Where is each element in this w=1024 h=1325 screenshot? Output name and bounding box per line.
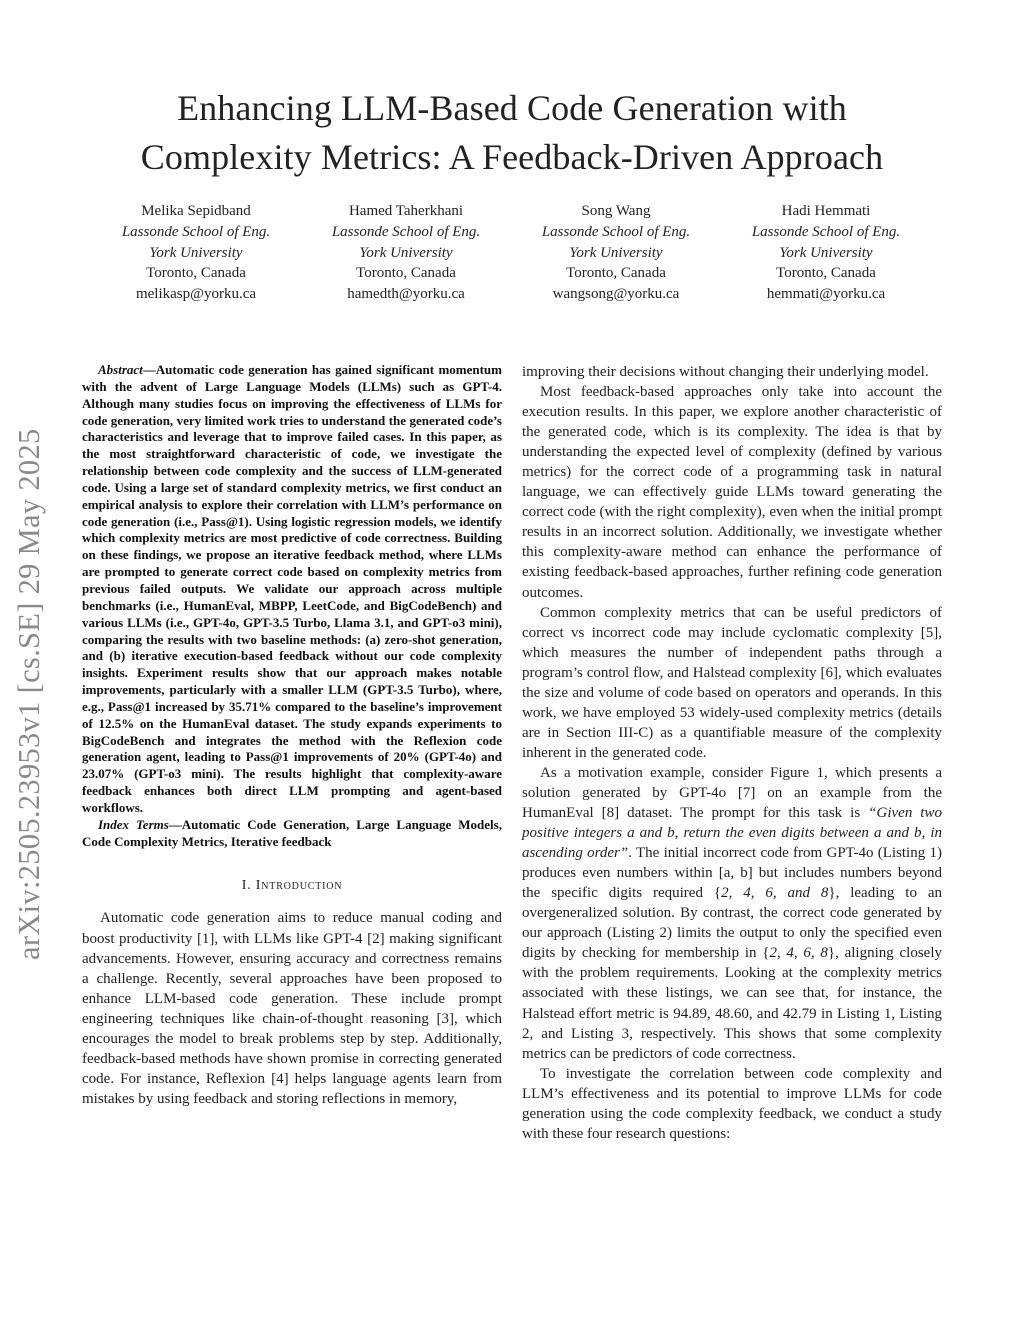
author-location: Toronto, Canada bbox=[776, 265, 876, 282]
author-email: hemmati@yorku.ca bbox=[766, 286, 886, 303]
author-name: Hadi Hemmati bbox=[781, 203, 871, 219]
paragraph-motivation-example bbox=[522, 763, 942, 1064]
author-affiliation: Lassonde School of Eng. bbox=[121, 223, 271, 240]
author-university: York University bbox=[779, 244, 873, 261]
left-column bbox=[82, 362, 502, 1109]
title-line-2: Complexity Metrics: A Feedback-Driven Approach bbox=[140, 137, 884, 177]
author-location: Toronto, Canada bbox=[566, 265, 666, 282]
author-university: York University bbox=[569, 244, 663, 261]
author-email: melikasp@yorku.ca bbox=[135, 286, 257, 303]
right-column bbox=[522, 362, 942, 1144]
intro-paragraph: Automatic code generation aims to reduce manual coding and boost productivity [1], with LLMs like GPT-4 [2] making significant advancements. However, ensuring accuracy and correctness remains a challenge. Recently, several approaches have been proposed to enhance LLM-based code generation. These include prompt engineering techniques like chain-of-thought reasoning [3], which encourages the model to break problems step by step. Additionally, feedback-based methods have shown promise in correcting generated code. For instance, Reflexion [4] helps language agents learn from mistakes by using feedback and storing reflections in memory, bbox=[82, 910, 502, 1107]
digit-set: 2, 4, 6, and 8 bbox=[721, 885, 829, 902]
author-location: Toronto, Canada bbox=[146, 265, 246, 282]
author-4 bbox=[726, 201, 926, 305]
author-university: York University bbox=[359, 244, 453, 261]
author-affiliation: Lassonde School of Eng. bbox=[331, 223, 481, 240]
text-fragment: }, leading to an overgeneralized solution. By contrast, the correct code generated by our approach (Listing 2) limits the output to only the specified even digits by checking for membership in { bbox=[522, 885, 942, 962]
prompt-quote: “Given two positive integers a and b, return the even digits between a and b, in ascending order” bbox=[522, 805, 942, 862]
digit-set: 2, 4, 6, 8 bbox=[769, 945, 828, 962]
author-location: Toronto, Canada bbox=[356, 265, 456, 282]
section-heading bbox=[82, 878, 502, 894]
paragraph-feedback-approaches: Most feedback-based approaches only take into account the execution results. In this paper, we explore another characteristic of the generated code, which is its complexity. The idea is that by understanding the expected level of complexity (defined by various metrics) for the correct code of a programming task in natural language, we can effectively guide LLMs toward generating the correct code (with the right complexity), even when the initial prompt results in an incorrect solution. Additionally, we investigate whether this complexity-aware method can enhance the performance of existing feedback-based approaches, further refining code generation outcomes. bbox=[522, 384, 942, 601]
title-line-1: Enhancing LLM-Based Code Generation with bbox=[177, 88, 847, 128]
author-name: Hamed Taherkhani bbox=[348, 203, 464, 219]
abstract-label: Abstract bbox=[98, 362, 143, 377]
author-name: Song Wang bbox=[581, 203, 651, 219]
author-affiliation: Lassonde School of Eng. bbox=[751, 223, 901, 240]
text-fragment: }, aligning closely with the problem requirements. Looking at the complexity metrics associated with these listings, we can see that, for instance, the Halstead effort metric is 94.89, 48.60, and 42.79 in Listing 1, Listing 2, and Listing 3, respectively. This shows that some complexity metrics can be predictors of code correctness. bbox=[522, 945, 942, 1062]
text-fragment: As a motivation example, consider Figure 1, which presents a solution generated by GPT-4o [7] on an example from the HumanEval [8] dataset. The prompt for this task is bbox=[522, 764, 942, 822]
author-2 bbox=[306, 201, 506, 305]
author-email: hamedth@yorku.ca bbox=[347, 286, 465, 303]
section-title: Introduction bbox=[255, 878, 343, 894]
paper-title bbox=[0, 84, 1024, 182]
text-fragment: . The initial incorrect code from GPT-4o (Listing 1) produces even numbers within [a, b] but includes numbers beyond the specific digits required { bbox=[522, 845, 942, 902]
index-terms-label: Index Terms bbox=[98, 816, 169, 832]
author-block bbox=[96, 201, 926, 305]
index-terms-text: —Automatic Code Generation, Large Language Models, Code Complexity Metrics, Iterative feedback bbox=[82, 816, 502, 849]
paragraph-complexity-metrics: Common complexity metrics that can be useful predictors of correct vs incorrect code may include cyclomatic complexity [5], which measures the number of independent paths through a program’s control flow, and Halstead complexity [6], which evaluates the size and volume of code based on operators and operands. In this work, we have employed 53 widely-used complexity metrics (details are in Section III-C) as a quantifiable measure of the complexity inherent in the generated code. bbox=[522, 604, 942, 761]
arxiv-stamp: arXiv:2505.23953v1 [cs.SE] 29 May 2025 bbox=[12, 428, 46, 960]
author-3 bbox=[516, 201, 716, 305]
section-number: I. bbox=[241, 878, 252, 894]
author-name: Melika Sepidband bbox=[141, 203, 251, 219]
author-email: wangsong@yorku.ca bbox=[552, 286, 680, 303]
paragraph-research-questions: To investigate the correlation between code complexity and LLM’s effectiveness and its potential to improve LLMs for code generation using the code complexity feedback, we conduct a study with these four research questions: bbox=[522, 1065, 942, 1142]
index-terms bbox=[82, 817, 502, 851]
author-1 bbox=[96, 201, 296, 305]
author-affiliation: Lassonde School of Eng. bbox=[541, 223, 691, 240]
paragraph-continuation: improving their decisions without changing their underlying model. bbox=[522, 364, 929, 380]
abstract-text: —Automatic code generation has gained significant momentum with the advent of Large Language Models (LLMs) such as GPT-4. Although many studies focus on improving the effectiveness of LLMs for code generation, very limited work tries to understand the generated code’s characteristics and leverage that to improve failed cases. In this paper, as the most straightforward characteristic of code, we investigate the relationship between code complexity and the success of LLM-generated code. Using a large set of standard complexity metrics, we first conduct an empirical analysis to explore their correlation with LLM’s performance on code generation (i.e., Pass@1). Using logistic regression models, we identify which complexity metrics are most predictive of code correctness. Building on these findings, we propose an iterative feedback method, where LLMs are prompted to generate correct code based on complexity metrics from previous failed outputs. We validate our approach across multiple benchmarks (i.e., HumanEval, MBPP, LeetCode, and BigCodeBench) and various LLMs (i.e., GPT-4o, GPT-3.5 Turbo, Llama 3.1, and GPT-o3 mini), comparing the results with two baseline methods: (a) zero-shot generation, and (b) iterative execution-based feedback without our code complexity insights. Experiment results show that our approach makes notable improvements, particularly with a smaller LLM (GPT-3.5 Turbo), where, e.g., Pass@1 increased by 35.71% compared to the baseline’s improvement of 12.5% on the HumanEval dataset. The study expands experiments to BigCodeBench and integrates the method with the Reflexion code generation agent, leading to Pass@1 improvements of 20% (GPT-4o) and 23.07% (GPT-o3 mini). The results highlight that complexity-aware feedback enhances both direct LLM prompting and agent-based workflows. bbox=[82, 362, 502, 815]
abstract bbox=[82, 362, 502, 817]
author-university: York University bbox=[149, 244, 243, 261]
